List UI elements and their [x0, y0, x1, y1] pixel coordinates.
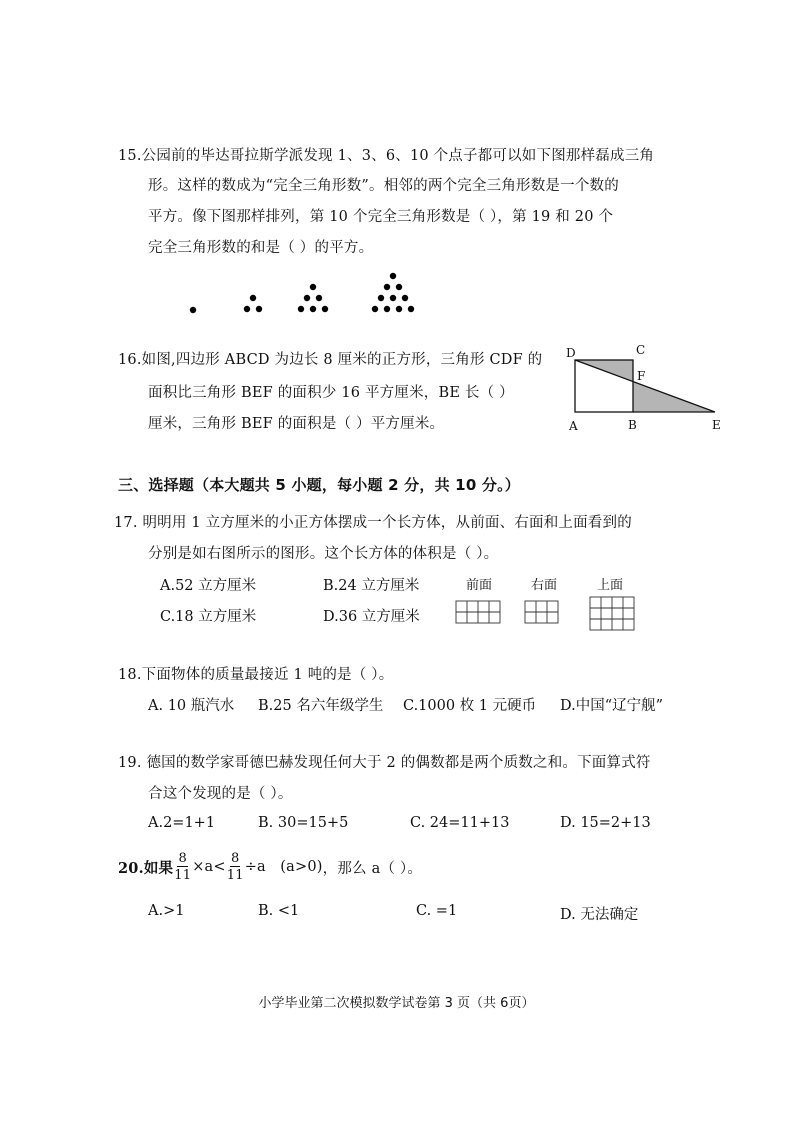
- label-d: D: [566, 346, 576, 360]
- q17-option-a[interactable]: A.52 立方厘米: [160, 578, 257, 594]
- q16-line-3: 厘米，三角形 BEF 的面积是（ ）平方厘米。: [148, 416, 445, 432]
- q20-option-a[interactable]: A.>1: [148, 903, 185, 919]
- q18-option-a[interactable]: A. 10 瓶汽水: [148, 698, 235, 714]
- q17-line-2: 分别是如右图所示的图形。这个长方体的体积是（ ）。: [148, 546, 499, 562]
- label-c: C: [636, 343, 646, 357]
- q17-line-1: 17. 明明用 1 立方厘米的小正方体摆成一个长方体，从前面、右面和上面看到的: [114, 515, 632, 531]
- q20-option-d[interactable]: D. 无法确定: [560, 907, 639, 923]
- q20-suffix: ，那么 a（ ）。: [322, 860, 423, 877]
- section-3-title: 三、选择题（本大题共 5 小题，每小题 2 分，共 10 分。）: [118, 476, 520, 494]
- fraction-1-numerator: 8: [178, 851, 187, 866]
- q20-mid-2: ÷a (a>0): [244, 859, 323, 875]
- q19-option-d[interactable]: D. 15=2+13: [560, 815, 651, 831]
- q15-line-2: 形。这样的数成为“完全三角形数”。相邻的两个完全三角形数是一个数的: [148, 178, 619, 194]
- label-f: F: [637, 369, 646, 383]
- page-footer: 小学毕业第二次模拟数学试卷第 3 页（共 6页）: [258, 996, 535, 1011]
- q19-option-b[interactable]: B. 30=15+5: [258, 815, 349, 831]
- q18-option-d[interactable]: D.中国“辽宁舰”: [560, 698, 664, 714]
- label-e: E: [712, 418, 721, 432]
- q16-line-1: 16.如图,四边形 ABCD 为边长 8 厘米的正方形，三角形 CDF 的: [118, 352, 543, 368]
- right-view-grid: [525, 601, 558, 623]
- q20-option-c[interactable]: C. =1: [416, 903, 458, 919]
- fraction-1-denominator: 11: [174, 868, 192, 883]
- q15-line-4: 完全三角形数的和是（ ）的平方。: [148, 240, 374, 256]
- q17-option-b[interactable]: B.24 立方厘米: [323, 578, 420, 594]
- q20-mid-1: ×a<: [192, 859, 226, 875]
- q18-option-b[interactable]: B.25 名六年级学生: [258, 698, 384, 714]
- q19-line-1: 19. 德国的数学家哥德巴赫发现任何大于 2 的偶数都是两个质数之和。下面算式符: [118, 755, 651, 771]
- q20-option-b[interactable]: B. <1: [258, 903, 300, 919]
- view-label-top: 上面: [597, 578, 624, 593]
- q18-option-c[interactable]: C.1000 枚 1 元硬币: [403, 698, 537, 714]
- fraction-2-numerator: 8: [230, 851, 240, 866]
- fraction-1: [174, 852, 191, 882]
- q20-line-1: [118, 852, 422, 882]
- q15-line-1: 15.公园前的毕达哥拉斯学派发现 1、3、6、10 个点子都可以如下图那样磊成三角: [118, 148, 655, 164]
- fraction-2: [227, 852, 244, 882]
- label-b: B: [628, 418, 638, 432]
- fraction-2-denominator: 11: [226, 868, 244, 883]
- q16-line-2: 面积比三角形 BEF 的面积少 16 平方厘米，BE 长（ ）: [148, 385, 514, 401]
- q20-prefix: 20.如果: [118, 859, 174, 877]
- q19-line-2: 合这个发现的是（ ）。: [148, 786, 293, 802]
- top-view-grid: [590, 597, 634, 630]
- q19-option-c[interactable]: C. 24=11+13: [410, 815, 510, 831]
- view-label-right: 右面: [531, 578, 558, 593]
- q18-line-1: 18.下面物体的质量最接近 1 吨的是（ ）。: [118, 667, 394, 683]
- label-a: A: [569, 419, 578, 433]
- q15-line-3: 平方。像下图那样排列，第 10 个完全三角形数是（ ），第 19 和 20 个: [148, 209, 614, 225]
- q19-option-a[interactable]: A.2=1+1: [148, 815, 216, 831]
- front-view-grid: [456, 601, 500, 623]
- q17-option-d[interactable]: D.36 立方厘米: [323, 609, 420, 625]
- view-label-front: 前面: [466, 578, 493, 593]
- q17-option-c[interactable]: C.18 立方厘米: [160, 609, 257, 625]
